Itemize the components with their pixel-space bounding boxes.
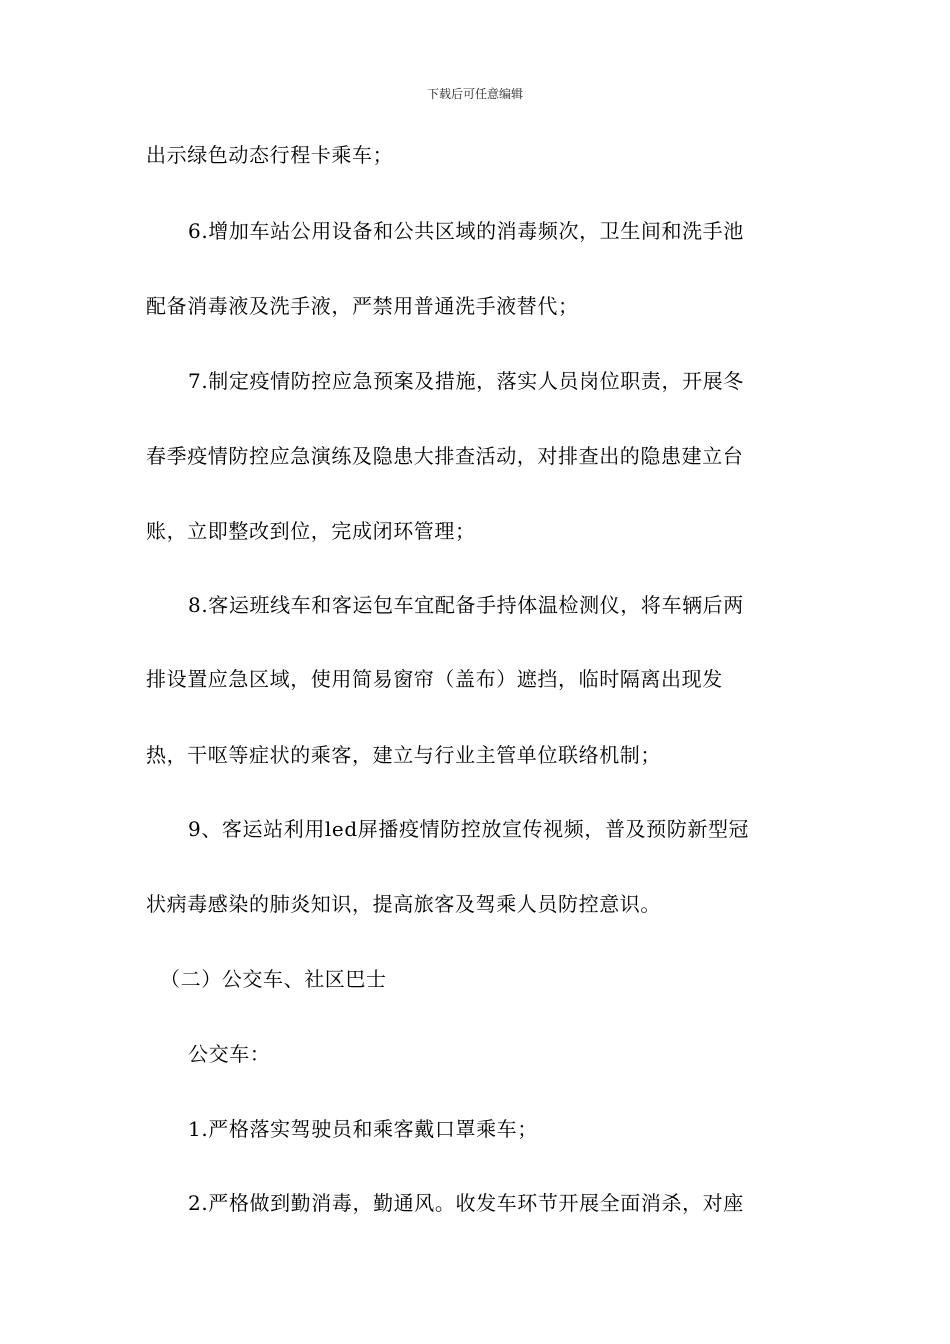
text-line-7: 8.客运班线车和客运包车宜配备手持体温检测仪，将车辆后两 [188, 593, 744, 617]
text-line-15: 2.严格做到勤消毒，勤通风。收发车环节开展全面消杀，对座 [188, 1191, 744, 1215]
text-line-9: 热，干呕等症状的乘客，建立与行业主管单位联络机制； [146, 743, 661, 767]
page-header: 下载后可任意编辑 [426, 87, 523, 101]
text-line-2: 6.增加车站公用设备和公共区域的消毒频次，卫生间和洗手池 [188, 219, 744, 243]
text-line-4: 7.制定疫情防控应急预案及措施，落实人员岗位职责，开展冬 [188, 369, 744, 393]
text-line-6: 账，立即整改到位，完成闭环管理； [146, 519, 476, 543]
text-line-8: 排设置应急区域，使用简易窗帘（盖布）遮挡，临时隔离出现发 [146, 667, 723, 691]
section-heading: （二）公交车、社区巴士 [160, 967, 387, 991]
text-line-13: 公交车： [188, 1042, 271, 1066]
text-line-3: 配备消毒液及洗手液，严禁用普通洗手液替代； [146, 294, 579, 318]
text-line-5: 春季疫情防控应急演练及隐患大排查活动，对排查出的隐患建立台 [146, 444, 744, 468]
text-line-10: 9、客运站利用led屏播疫情防控放宣传视频，普及预防新型冠 [188, 817, 750, 841]
text-line-1: 出示绿色动态行程卡乘车； [146, 143, 394, 167]
text-line-14: 1.严格落实驾驶员和乘客戴口罩乘车； [188, 1117, 538, 1141]
text-line-11: 状病毒感染的肺炎知识，提高旅客及驾乘人员防控意识。 [146, 892, 661, 916]
